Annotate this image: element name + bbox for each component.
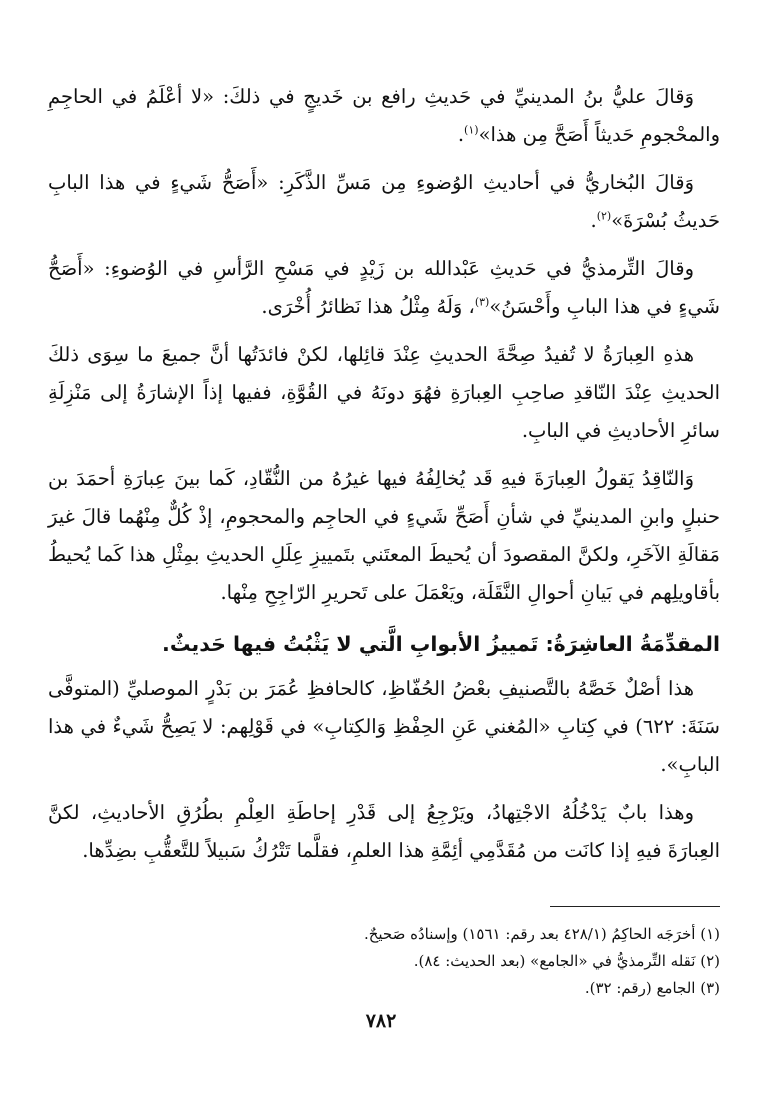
paragraph-text: وَقالَ عليُّ بنُ المدينيِّ في حَديثِ رافع بن خَديجٍ في ذلكَ: «لا أعْلَمُ في الحاجِمِ والمحْجومِ حَديثاً أَصَحَّ مِن هذا» [48,85,720,146]
paragraph-end: . [590,209,597,232]
paragraph-text: وقالَ التِّرمذيُّ في حَديثِ عَبْدالله بن زَيْدٍ في مَسْحِ الرَّأسِ في الوُضوءِ: «أَصَحُّ شَيءٍ في هذا البابِ وأَحْسَنُ» [48,257,720,318]
book-page [48,78,720,1100]
footnotes [48,921,720,1002]
page-number: ٧٨٢ [365,1010,397,1032]
paragraph-text: وَقالَ البُخاريُّ في أحاديثِ الوُضوءِ مِن مَسِّ الذَّكَرِ: «أَصَحُّ شَيءٍ في هذا البابِ حَديثُ بُسْرَةَ» [48,171,720,232]
footnote-3: (٣) الجامع (رقم: ٣٢). [584,979,720,997]
paragraph-meaning-of-phrase [48,336,720,450]
paragraph-text: وهذا بابٌ يَدْخُلُهُ الاجْتِهادُ، ويَرْجِعُ إلى قَدْرِ إحاطَةِ العِلْمِ بطُرُقِ الأحاديثِ، لكنَّ العِبارَةَ فيهِ إذا كانَت من مُقَدَّمِي أئِمَّةِ هذا العلمِ، فقلَّما تَتْرُكُ سَبيلاً للتَّعقُّبِ بضِدِّها. [48,801,720,862]
footnote-ref-1: (١) [464,123,479,137]
footnote-ref-2: (٢) [596,209,612,223]
paragraph-critics-disagreement [48,460,720,612]
paragraph-ijtihad [48,794,720,870]
section-heading: المقدِّمَةُ العاشِرَةُ: تَمييزُ الأبوابِ الَّتي لا يَثْبُتُ فيها حَديثٌ. [162,632,720,656]
paragraph-text: وَالنّاقِدُ يَقولُ العِبارَةَ فيهِ قَد يُخالِفُهُ فيها غيرُهُ من النُّقّادِ، كَما بينَ عِبارَةِ أحمَدَ بن حنبلٍ وابنِ المدينيِّ في شأنِ أَصَحِّ شَيءٍ في الحاجِم والمحجومِ، إذْ كُلٌّ مِنْهُما قالَ غيرَ مَقالَةِ الآخَرِ، ولكنَّ المقصودَ أن يُحيطَ المعتَني بتَمييزِ عِلَلِ الحديثِ بمِثْلِ هذا كَما يُحيطُ بأقاويلِهم في بَيانِ أحوالِ النَّقَلَة، ويَعْمَلَ على تَحريرِ الرّاجِحِ مِنْها. [48,467,720,604]
paragraph-end: . [457,123,465,146]
paragraph-al-bukhari [48,164,720,240]
footnote-ref-3: (٣) [474,295,490,309]
footnote-divider [550,906,720,907]
paragraph-compilation [48,670,720,784]
paragraph-text: هذا أصْلٌ خَصَّهُ بالتَّصنيفِ بعْضُ الحُفّاظِ، كالحافظِ عُمَرَ بن بَدْرٍ الموصليِّ (المتوفَّى سَنَةَ: ٦٢٢) في كِتابِ «المُغني عَنِ الحِفْظِ وَالكِتابِ» في قَوْلِهم: لا يَصِحُّ شَيءٌ في هذا البابِ». [48,677,721,776]
footnote-2: (٢) نَقله التِّرمذيُّ في «الجامع» (بعد الحديث: ٨٤). [413,952,720,970]
paragraph-text: هذهِ العِبارَةُ لا تُفيدُ صِحَّةَ الحديثِ عِنْدَ قائِلها، لكنْ فائدَتُها أنَّ جميعَ ما سِوَى ذلكَ الحديثِ عِنْدَ النّاقدِ صاحِبِ العِبارَةِ فهُوَ دونَهُ في القُوَّةِ، ففيها إذاً الإشارَةُ إلى مَنْزِلَةِ سائرِ الأحاديثِ في البابِ. [48,343,720,442]
paragraph-ali-ibn-al-madini [48,78,720,154]
footnote-1: (١) أخرَجَه الحاكِمُ (٤٢٨/١ بعد رقم: ١٥٦١) وإسنادُه صَحيحٌ. [363,925,720,943]
paragraph-end: ، وَلَهُ مِثْلُ هذا نَظائرُ أُخْرَى. [261,295,475,318]
paragraph-al-tirmidhi [48,250,720,326]
